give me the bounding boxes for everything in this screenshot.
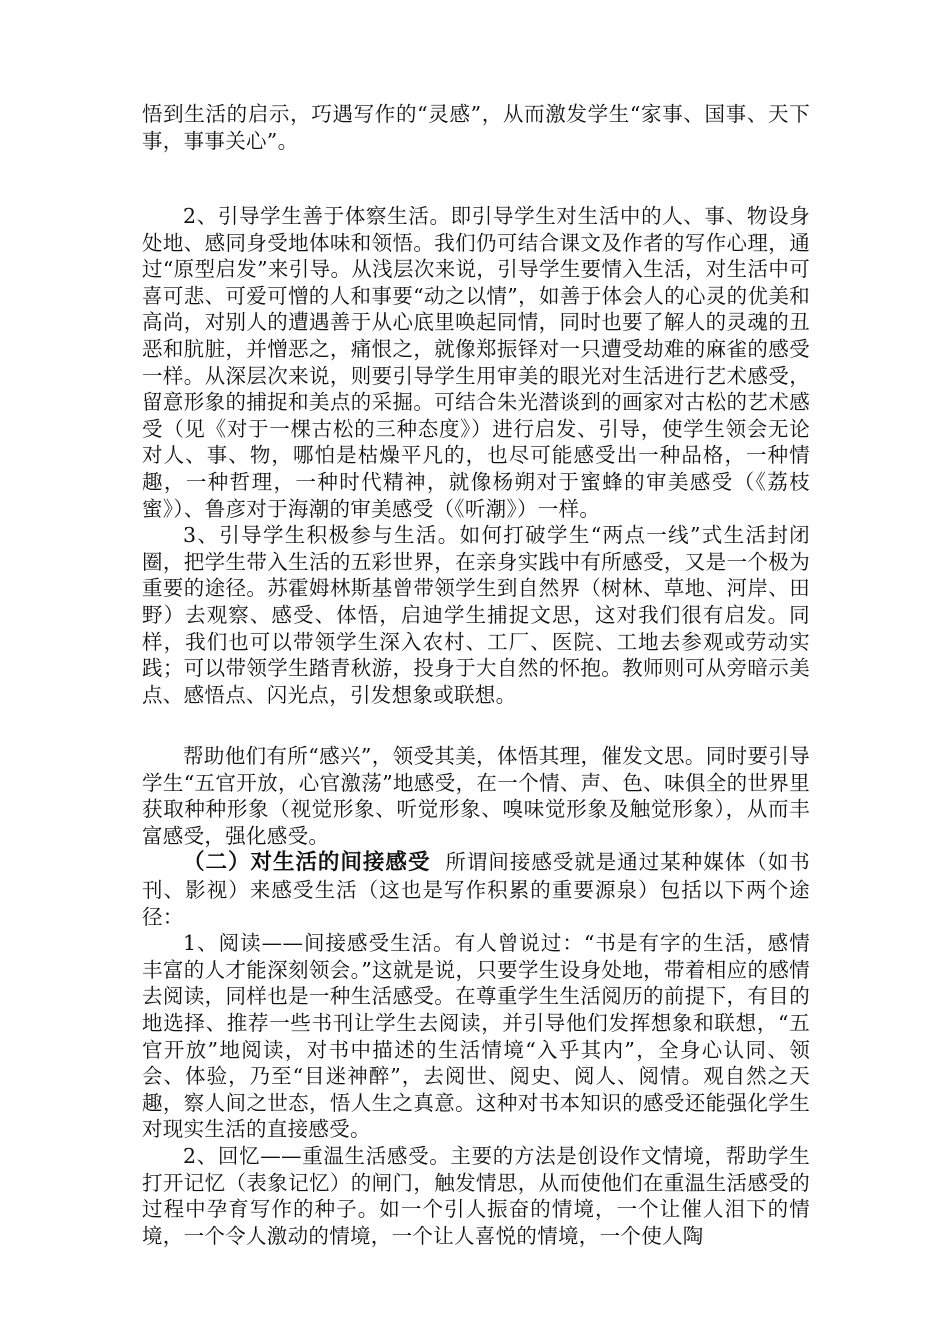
indirect-feeling-block <box>142 743 810 1249</box>
intro-paragraph: 悟到生活的启示，巧遇写作的“灵感”，从而激发学生“家事、国事、天下事，事事关心”。 <box>142 102 810 153</box>
point-3-paragraph: 3、引导学生积极参与生活。如何打破学生“两点一线”式生活封闭圈，把学生带入生活的五彩世界，在亲身实践中有所感受，又是一个极为重要的途径。苏霍姆林斯基曾带领学生到自然界（树林、草地、河岸、田野）去观察、感受、体悟，启迪学生捕捉文思，这对我们很有启发。同样，我们也可以带领学生深入农村、工厂、医院、工地去参观或劳动实践；可以带领学生踏青秋游，投身于大自然的怀抱。教师则可从旁暗示美点、感悟点、闪光点，引发想象或联想。 <box>142 523 810 707</box>
intro-block <box>142 101 810 154</box>
points-block <box>142 203 810 708</box>
item-2-paragraph: 2、回忆——重温生活感受。主要的方法是创设作文情境，帮助学生打开记忆（表象记忆）的闸门，触发情思，从而使他们在重温生活感受的过程中孕育写作的种子。如一个引人振奋的情境，一个让催人泪下的情境，一个令人激动的情境，一个让人喜悦的情境，一个使人陶 <box>142 1143 810 1248</box>
point-2-paragraph: 2、引导学生善于体察生活。即引导学生对生活中的人、事、物设身处地、感同身受地体味和领悟。我们仍可结合课文及作者的写作心理，通过“原型启发”来引导。从浅层次来说，引导学生要情入生活，对生活中可喜可悲、可爱可憎的人和事要“动之以情”，如善于体会人的心灵的优美和高尚，对别人的遭遇善于从心底里唤起同情，同时也要了解人的灵魂的丑恶和肮脏，并憎恶之，痛恨之，就像郑振铎对一只遭受劫难的麻雀的感受一样。从深层次来说，则要引导学生用审美的眼光对生活进行艺术感受，留意形象的捕捉和美点的采掘。可结合朱光潜谈到的画家对古松的艺术感受（见《对于一棵古松的三种态度》）进行启发、引导，使学生领会无论对人、事、物，哪怕是枯燥平凡的，也尽可能感受出一种品格，一种情趣，一种哲理，一种时代精神，就像杨朔对于蜜蜂的审美感受（《荔枝蜜》）、鲁彦对于海潮的审美感受（《听潮》）一样。 <box>142 204 810 521</box>
item-1-paragraph: 1、阅读——间接感受生活。有人曾说过：“书是有字的生活，感情丰富的人才能深刻领会。”这就是说，只要学生设身处地，带着相应的感情去阅读，同样也是一种生活感受。在尊重学生生活阅历的前提下，有目的地选择、推荐一些书刊让学生去阅读，并引导他们发挥想象和联想，“五官开放”地阅读，对书中描述的生活情境“入乎其内”，全身心认同、领会、体验，乃至“目迷神醉”，去阅世、阅史、阅人、阅情。观自然之天趣，察人间之世态，悟人生之真意。这种对书本知识的感受还能强化学生对现实生活的直接感受。 <box>142 931 810 1142</box>
section-2-paragraph <box>142 849 810 930</box>
section-2-body: 所谓间接感受就是通过某种媒体（如书刊、影视）来感受生活（这也是写作积累的重要源泉）包括以下两个途径： <box>142 850 810 929</box>
section-2-heading: （二）对生活的间接感受 <box>183 850 431 876</box>
help-paragraph: 帮助他们有所“感兴”，领受其美，体悟其理，催发文思。同时要引导学生“五官开放，心官激荡”地感受，在一个情、声、色、味俱全的世界里获取种种形象（视觉形象、听觉形象、嗅味觉形象及触觉形象），从而丰富感受，强化感受。 <box>142 744 810 848</box>
